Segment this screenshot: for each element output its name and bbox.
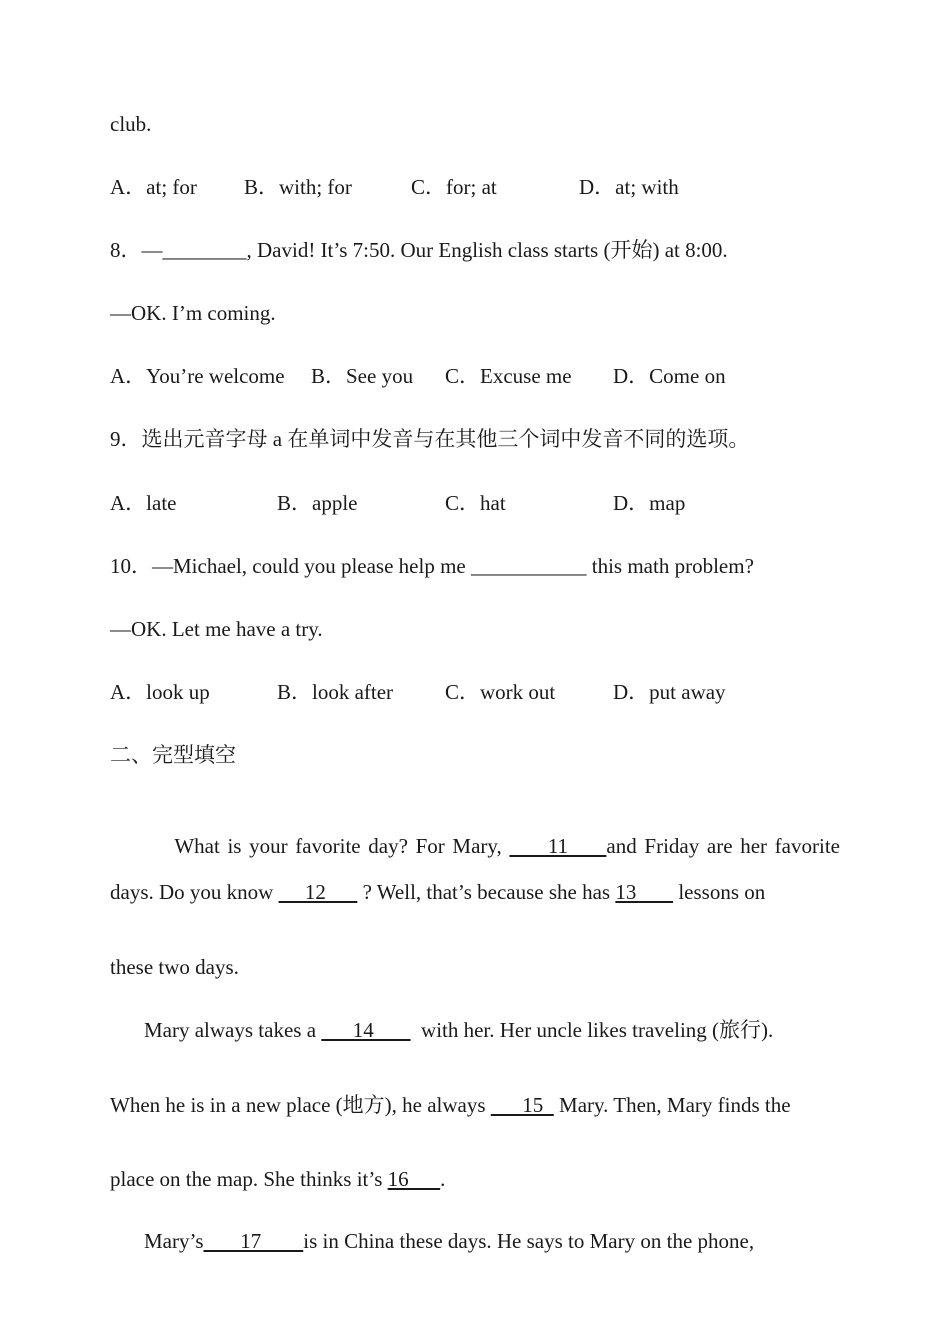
cloze-p2-line2 [110, 1091, 840, 1119]
cloze-text: place on the map. She thinks it’s [110, 1167, 388, 1191]
q8-stem [110, 236, 840, 264]
section-heading [110, 741, 840, 769]
q9-option-d: D．map [613, 491, 686, 515]
q8-stem-prefix: 8．— [110, 238, 163, 262]
q8-reply-text: —OK. I’m coming. [110, 301, 276, 325]
blank-17: 17 [203, 1229, 304, 1253]
blank-16: 16 [387, 1167, 441, 1191]
q8-option-b: B．See you [311, 364, 414, 388]
cloze-text: Mary’s [144, 1229, 204, 1253]
q8-option-d: D．Come on [613, 364, 726, 388]
q8-option-c: C．Excuse me [445, 364, 572, 388]
cloze-text: is in China these days. He says to Mary on the phone, [303, 1229, 755, 1253]
cloze-text: days. Do you know [110, 880, 279, 904]
q7-option-b: B．with; for [244, 175, 352, 199]
q10-stem-suffix: this math problem? [586, 554, 754, 578]
section-title: 二、完型填空 [110, 743, 236, 767]
q8-stem-suffix: , David! It’s 7:50. Our English class starts (开始) at 8:00. [246, 238, 728, 262]
q9-option-a: A．late [110, 491, 177, 515]
cloze-p1-line3 [110, 953, 840, 981]
blank-12: 12 [278, 880, 358, 904]
q9-option-b: B．apple [277, 491, 358, 515]
q8-blank: ________ [162, 238, 247, 262]
cloze-text: . [440, 1167, 446, 1191]
q9-option-c: C．hat [445, 491, 506, 515]
q7-option-d: D．at; with [579, 175, 679, 199]
q10-stem-prefix: 10．—Michael, could you please help me [110, 554, 471, 578]
q10-reply-text: —OK. Let me have a try. [110, 617, 323, 641]
q7-option-c: C．for; at [411, 175, 497, 199]
q7-cont-text: club. [110, 112, 152, 136]
q8-reply [110, 299, 840, 327]
q7-stem-continuation [110, 110, 840, 138]
cloze-text: and Friday are her favorite [606, 834, 840, 858]
q10-option-c: C．work out [445, 680, 556, 704]
cloze-p3-line1 [144, 1227, 840, 1255]
blank-11: 11 [509, 834, 607, 858]
cloze-text: ? Well, that’s because she has [357, 880, 616, 904]
cloze-p1-line1 [144, 804, 840, 888]
cloze-text: When he is in a new place (地方), he always [110, 1093, 491, 1117]
q9-stem-text: 9．选出元音字母 a 在单词中发音与在其他三个词中发音不同的选项。 [110, 427, 750, 451]
q8-option-a: A．You’re welcome [110, 364, 285, 388]
q9-stem [110, 425, 840, 453]
q10-blank: ___________ [471, 554, 587, 578]
q10-option-b: B．look after [277, 680, 394, 704]
cloze-text: What is your favorite day? For Mary, [174, 834, 510, 858]
blank-14: 14 [321, 1018, 411, 1042]
blank-15: 15 [490, 1093, 554, 1117]
q10-stem [110, 552, 840, 580]
q10-option-d: D．put away [613, 680, 726, 704]
cloze-p2-line3 [110, 1165, 840, 1193]
blank-13: 13 [615, 880, 674, 904]
cloze-text: lessons on [673, 880, 766, 904]
q10-reply [110, 615, 840, 643]
cloze-text: Mary always takes a [144, 1018, 322, 1042]
cloze-p1-line2 [110, 878, 840, 906]
q7-option-a: A．at; for [110, 175, 197, 199]
cloze-text: Mary. Then, Mary finds the [553, 1093, 791, 1117]
q10-option-a: A．look up [110, 680, 210, 704]
cloze-p2-line1 [144, 1016, 840, 1044]
cloze-text: these two days. [110, 955, 239, 979]
cloze-text: with her. Her uncle likes traveling (旅行). [410, 1018, 774, 1042]
